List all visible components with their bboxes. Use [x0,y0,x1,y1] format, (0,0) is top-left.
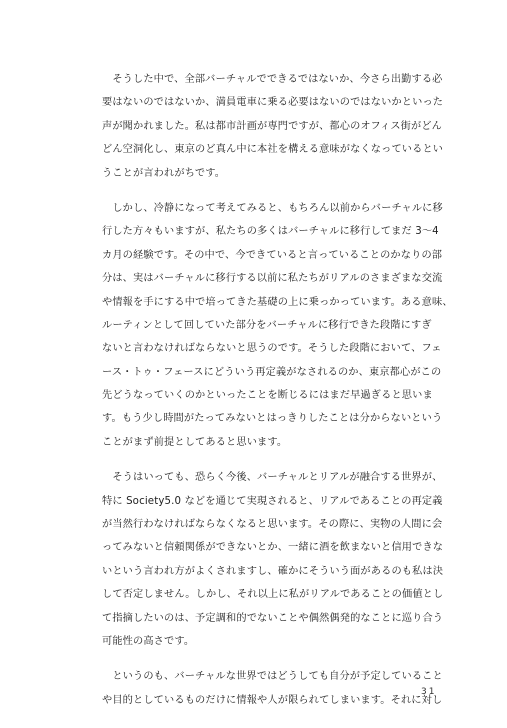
text-line: いという言われ方がよくされますし、確かにそういう面があるのも私は決 [102,565,444,577]
paragraph-4 [102,669,450,716]
paragraph-3 [102,470,450,657]
text-line: 要はないのではないか、満員電車に乗る必要はないのではないかといった [102,97,444,109]
text-line: や目的としているものだけに情報や人が限られてしまいます。それに対し [102,694,443,706]
text-line: しかし、冷静になって考えてみると、もちろん以前からバーチャルに移 [102,202,443,214]
text-line: 先どうなっていくのかといったことを断じるにはまだ早過ぎると思いま [102,390,433,402]
text-line: す。もう少し時間がたってみないとはっきりしたことは分からないという [102,413,443,425]
text-line: というのも、バーチャルな世界ではどうしても自分が予定していること [102,671,443,683]
paragraph-2 [102,201,453,458]
text-line: や情報を手にする中で培ってきた基礎の上に乗っかっています。ある意味、 [102,296,453,308]
text-line: どん空洞化し、東京のど真ん中に本社を構える意味がなくなっているとい [102,144,444,156]
text-line: そうした中で、全部バーチャルでできるではないか、今さら出勤する必 [102,74,443,85]
text-line: そうはいっても、恐らく今後、バーチャルとリアルが融合する世界が、 [102,472,443,484]
text-line: 可能性の高さです。 [102,635,195,647]
text-line: うことが言われがちです。 [102,167,226,179]
text-line: して否定しません。しかし、それ以上に私がリアルであることの価値とし [102,589,444,601]
text-line: 分は、実はバーチャルに移行する以前に私たちがリアルのさまざまな交流 [102,273,443,285]
text-line: 声が聞かれました。私は都市計画が専門ですが、都心のオフィス街がどん [102,120,443,132]
text-line: ってみないと信頼関係ができないとか、一緒に酒を飲まないと信用できな [102,542,444,554]
text-line: が当然行わなければならなくなると思います。その際に、実物の人間に会 [102,519,443,531]
text-line: て指摘したいのは、予定調和的でないことや偶然偶発的なことに巡り合う [102,612,444,624]
text-line: ース・トゥ・フェースにどういう再定義がなされるのか、東京都心がこの [102,366,442,378]
text-line: 特に Society5.0 などを通じて実現されると、リアルであることの再定義 [102,495,443,507]
paragraph-1 [102,72,450,189]
text-line: ないと言わなければならないと思うのです。そうした段階において、フェ [102,343,442,355]
text-line: カ月の経験です。その中で、今できていると言っていることのかなりの部 [102,249,443,261]
page-number: 31 [421,687,437,697]
text-line: ルーティンとして回していた部分をバーチャルに移行できた段階にすぎ [102,319,432,331]
body-text [102,72,453,728]
text-line: ことがまず前提としてあると思います。 [102,436,288,448]
text-line: 行した方々もいますが、私たちの多くはバーチャルに移行してまだ 3〜4 [102,226,439,238]
